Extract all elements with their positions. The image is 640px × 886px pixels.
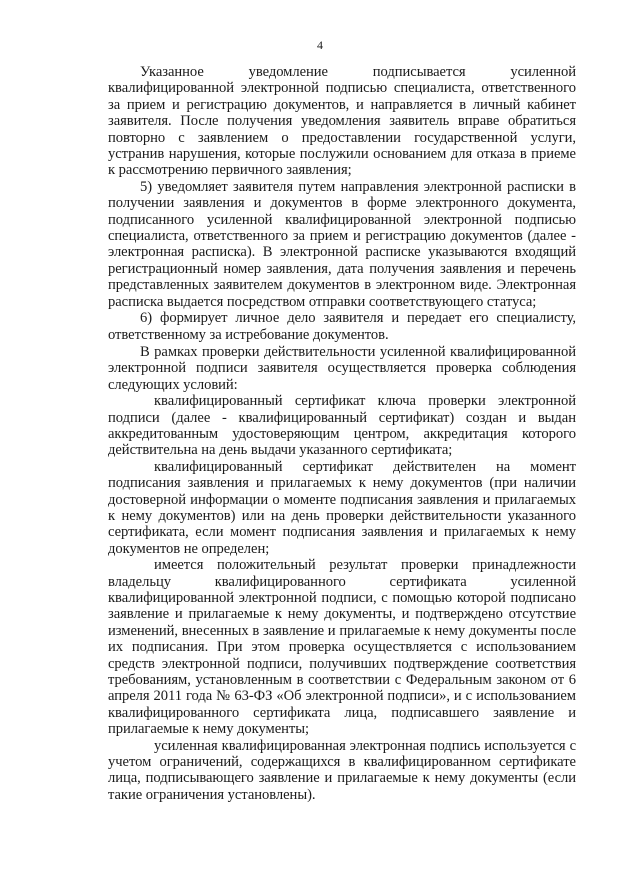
paragraph-item-5: 5) уведомляет заявителя путем направления электронной расписки в получении заявления и документов в форме электронного документа, подписанного усиленной квалифицированной электронной подписью специалиста, ответственного за прием и регистрацию документов (далее - электронная расписка). В электронной расписке указываются входящий регистрационный номер заявления, дата получения заявления и перечень представленных заявителем документов в электронном виде. Электронная расписка выдается посредством отправки соответствующего статуса; <box>108 178 576 310</box>
paragraph-condition-certificate-valid: квалифицированный сертификат действителен на момент подписания заявления и прилагаемых к нему документов (при наличии достоверной информации о моменте подписания заявления и прилагаемых к нему документов) или на день проверки действительности указанного сертификата, если момент подписания заявления и прилагаемых к нему документов не определен; <box>108 458 576 557</box>
paragraph-condition-certificate-issued: квалифицированный сертификат ключа проверки электронной подписи (далее - квалифицированный сертификат) создан и выдан аккредитованным удостоверяющим центром, аккредитация которого действительна на день выдачи указанного сертификата; <box>108 393 576 459</box>
paragraph-notification-signed: Указанное уведомление подписывается усиленной квалифицированной электронной подписью специалиста, ответственного за прием и регистрацию документов, и направляется в личный кабинет заявителя. После получения уведомления заявитель вправе обратиться повторно с заявлением о предоставлении государственной услуги, устранив нарушения, которые послужили основанием для отказа в приеме к рассмотрению первичного заявления; <box>108 64 576 179</box>
paragraph-signature-check-intro: В рамках проверки действительности усиленной квалифицированной электронной подписи заявителя осуществляется проверка соблюдения следующих условий: <box>108 343 576 393</box>
document-body <box>108 64 576 803</box>
paragraph-item-6: 6) формирует личное дело заявителя и передает его специалисту, ответственному за истребование документов. <box>108 310 576 343</box>
page-number: 4 <box>317 38 323 52</box>
paragraph-condition-restrictions: усиленная квалифицированная электронная подпись используется с учетом ограничений, содержащихся в квалифицированном сертификате лица, подписывающего заявление и прилагаемые к нему документы (если такие ограничения установлены). <box>108 737 576 803</box>
paragraph-condition-ownership-check: имеется положительный результат проверки принадлежности владельцу квалифицированного сертификата усиленной квалифицированной электронной подписи, с помощью которой подписано заявление и прилагаемые к нему документы, и подтверждено отсутствие изменений, внесенных в заявление и прилагаемые к нему документы после их подписания. При этом проверка осуществляется с использованием средств электронной подписи, получивших подтверждение соответствия требованиям, установленным в соответствии с Федеральным законом от 6 апреля 2011 года № 63-ФЗ «Об электронной подписи», и с использованием квалифицированного сертификата лица, подписавшего заявление и прилагаемые к нему документы; <box>108 557 576 738</box>
